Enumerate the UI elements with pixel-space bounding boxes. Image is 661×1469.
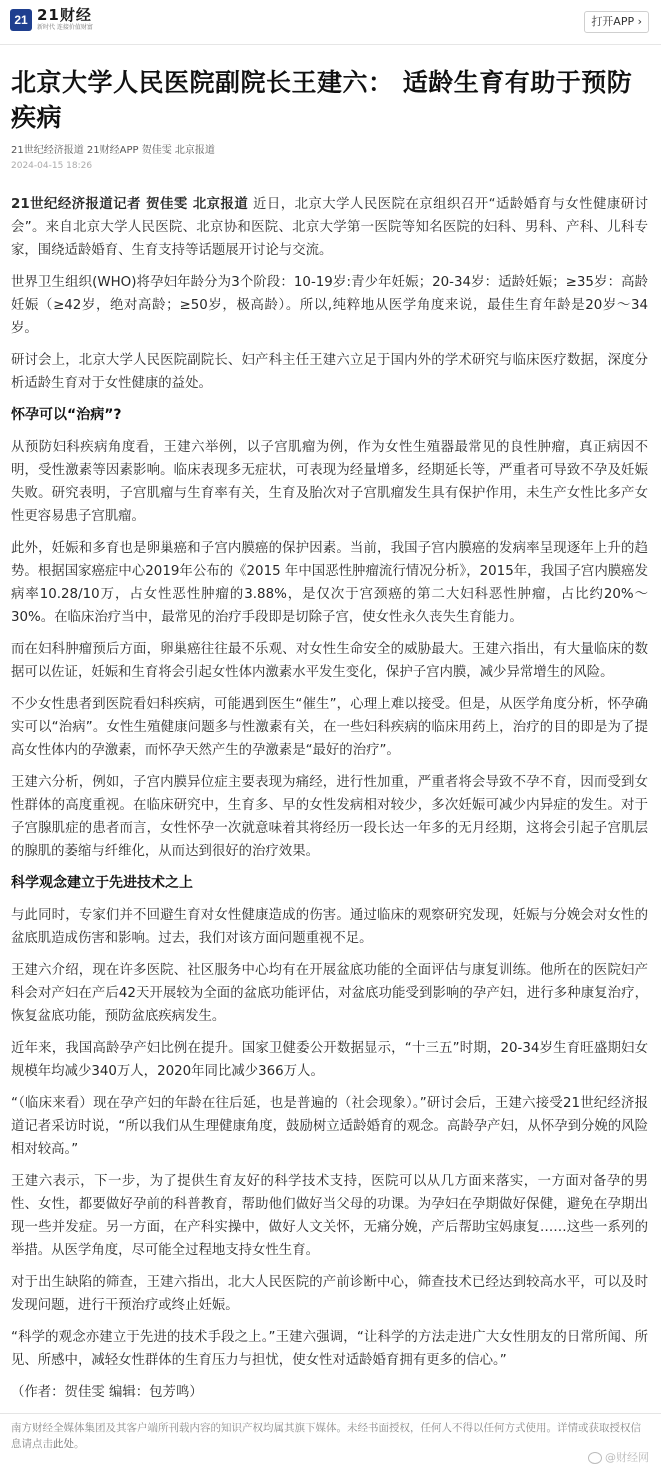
- paragraph: 王建六分析，例如，子宫内膜异位症主要表现为痛经，进行性加重，严重者将会导致不孕不育，因而受到女性群体的高度重视。在临床研究中，生育多、早的女性发病相对较少，多次妊娠可减少内异症的发生。对于子宫腺肌症的患者而言，女性怀孕一次就意味着其将经历一段长达一年多的无月经期，这将会引起子宫肌层的腺肌的萎缩与纤维化，从而达到很好的治疗效果。: [11, 775, 648, 859]
- lead-text: 近日，北京大学人民医院在京组织召开“适龄婚育与女性健康研讨会”。来自北京大学人民医院、北京协和医院、北京大学第一医院等知名医院的妇科、男科、产科、儿科专家，围绕适龄婚育、生育支持等话题展开讨论与交流。: [11, 197, 648, 258]
- lead-byline: 21世纪经济报道记者 贺佳雯 北京报道: [11, 197, 249, 212]
- paragraph: 研讨会上，北京大学人民医院副院长、妇产科主任王建六立足于国内外的学术研究与临床医疗数据，深度分析适龄生育对于女性健康的益处。: [11, 353, 648, 391]
- article-date: 2024-04-15 18:26: [11, 161, 93, 171]
- top-bar: [0, 0, 661, 45]
- article-body: [11, 193, 648, 1404]
- weibo-icon: [588, 1452, 602, 1464]
- copyright-footer: [0, 1413, 661, 1464]
- article-meta: 21世纪经济报道 21财经APP 贺佳雯 北京报道: [11, 145, 215, 156]
- watermark-text: @财经网: [605, 1451, 649, 1464]
- logo-name: 21财经: [37, 6, 92, 24]
- paragraph: 对于出生缺陷的筛查，王建六指出，北大人民医院的产前诊断中心，筛查技术已经达到较高水平，可以及时发现问题，进行干预治疗或终止妊娠。: [11, 1275, 648, 1313]
- logo-text: [37, 8, 93, 31]
- paragraph: “（临床来看）现在孕产妇的年龄在往后延，也是普遍的（社会现象）。”研讨会后，王建六接受21世纪经济报道记者采访时说，“所以我们从生理健康角度，鼓励树立适龄婚育的观念。高龄孕产妇，从怀孕到分娩的风险相对较高。”: [11, 1096, 648, 1157]
- paragraph: 此外，妊娠和多育也是卵巢癌和子宫内膜癌的保护因素。当前，我国子宫内膜癌的发病率呈现逐年上升的趋势。根据国家癌症中心2019年公布的《2015 年中国恶性肿瘤流行情况分析》，2015年，我国子宫内膜癌发病率10.28/10万，占女性恶性肿瘤的3.88%，是仅次于宫颈癌的第二大妇科恶性肿瘤，占比约20%～30%。在临床治疗当中，最常见的治疗手段即是切除子宫，使女性永久丧失生育能力。: [11, 541, 648, 625]
- section-heading: 科学观念建立于先进技术之上: [11, 875, 193, 891]
- logo-slogan: 新时代 连接价值财富: [37, 24, 93, 31]
- paragraph: 世界卫生组织(WHO)将孕妇年龄分为3个阶段：10-19岁:青少年妊娠；20-34岁：适龄妊娠；≥35岁：高龄妊娠（≥42岁，绝对高龄；≥50岁，极高龄）。所以,纯粹地从医学角度来说，最佳生育年龄是20岁～34岁。: [11, 275, 648, 336]
- copyright-text: 南方财经全媒体集团及其客户端所刊载内容的知识产权均属其旗下媒体。未经书面授权，任何人不得以任何方式使用。详情或获取授权信息请点击: [11, 1422, 641, 1450]
- paragraph: 从预防妇科疾病角度看，王建六举例，以子宫肌瘤为例，作为女性生殖器最常见的良性肿瘤，真正病因不明，受性激素等因素影响。临床表现多无症状，可表现为经量增多，经期延长等，严重者可导致不孕及妊娠失败。研究表明，子宫肌瘤与生育率有关，生育及胎次对子宫肌瘤发生具有保护作用，未生产女性比多产女性更容易患子宫肌瘤。: [11, 440, 648, 524]
- paragraph: 王建六介绍，现在许多医院、社区服务中心均有在开展盆底功能的全面评估与康复训练。他所在的医院妇产科会对产妇在产后42天开展较为全面的盆底功能评估，对盆底功能受到影响的孕产妇，进行多种康复治疗，恢复盆底功能，预防盆底疾病发生。: [11, 963, 648, 1024]
- watermark: [588, 1450, 649, 1466]
- site-logo[interactable]: [10, 8, 93, 31]
- copyright-period: 。: [74, 1438, 85, 1450]
- paragraph: 王建六表示，下一步，为了提供生育友好的科学技术支持，医院可以从几方面来落实，一方面对备孕的男性、女性，都要做好孕前的科普教育，帮助他们做好当父母的功课。为孕妇在孕期做好保健，避免在孕期出现一些并发症。另一方面，在产科实操中，做好人文关怀，无痛分娩，产后帮助宝妈康复……这些一系列的举措。从医学角度，尽可能全过程地支持女性生育。: [11, 1174, 648, 1258]
- paragraph: “科学的观念亦建立于先进的技术手段之上。”王建六强调，“让科学的方法走进广大女性朋友的日常所闻、所见、所感中，减轻女性群体的生育压力与担忧，使女性对适龄婚育拥有更多的信心。”: [11, 1330, 648, 1368]
- author-credit: （作者：贺佳雯 编辑：包芳鸣）: [11, 1385, 203, 1400]
- authorization-link[interactable]: 此处: [53, 1438, 74, 1450]
- logo-mark-icon: 21: [10, 9, 32, 31]
- article-title: 北京大学人民医院副院长王建六： 适龄生育有助于预防疾病: [11, 68, 633, 132]
- open-app-button[interactable]: 打开APP ›: [584, 11, 649, 33]
- paragraph: 近年来，我国高龄孕产妇比例在提升。国家卫健委公开数据显示，“十三五”时期，20-34岁生育旺盛期妇女规模年均减少340万人，2020年同比减少366万人。: [11, 1041, 648, 1079]
- article: [0, 65, 661, 1404]
- paragraph: 而在妇科肿瘤预后方面，卵巢癌往往最不乐观、对女性生命安全的威胁最大。王建六指出，有大量临床的数据可以佐证，妊娠和生育将会引起女性体内激素水平发生变化，保护子宫内膜，减少异常增生的风险。: [11, 642, 648, 680]
- paragraph: 与此同时，专家们并不回避生育对女性健康造成的伤害。通过临床的观察研究发现，妊娠与分娩会对女性的盆底肌造成伤害和影响。过去，我们对该方面问题重视不足。: [11, 908, 648, 946]
- section-heading: 怀孕可以“治病”?: [11, 407, 122, 423]
- lead-paragraph: [11, 193, 648, 262]
- paragraph: 不少女性患者到医院看妇科疾病，可能遇到医生“催生”，心理上难以接受。但是，从医学角度分析，怀孕确实可以“治病”。女性生殖健康问题多与性激素有关，在一些妇科疾病的临床用药上，治疗的目的即是为了提高女性体内的孕激素，而怀孕天然产生的孕激素是“最好的治疗”。: [11, 697, 648, 758]
